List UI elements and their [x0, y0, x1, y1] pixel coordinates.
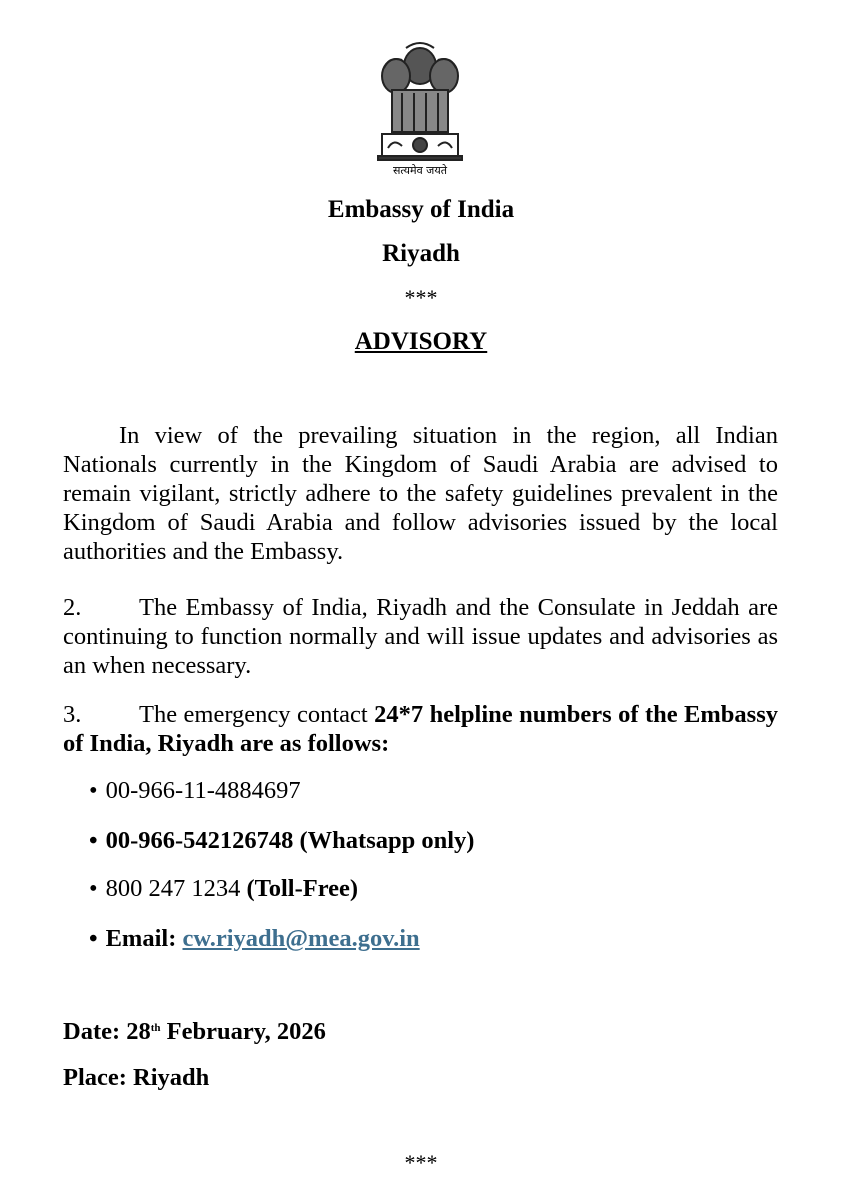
tollfree-number: 800 247 1234 [105, 875, 247, 902]
date-label: Date: 28 [63, 1018, 151, 1045]
paragraph-2-text: The Embassy of India, Riyadh and the Consulate in Jeddah are continuing to function normally and will issue updates and advisories as an when necessary. [63, 594, 778, 679]
date-suffix: th [150, 1022, 161, 1034]
phone-number: 00-966-11-4884697 [105, 777, 301, 804]
place-line: Place: Riyadh [63, 1064, 210, 1091]
date-rest: February, 2026 [160, 1018, 326, 1045]
email-label: Email: [105, 925, 183, 952]
list-item [89, 874, 358, 903]
separator-top: *** [404, 285, 438, 310]
lion-capital-icon [370, 38, 470, 168]
date-line [63, 1017, 326, 1046]
email-link[interactable]: cw.riyadh@mea.gov.in [182, 925, 420, 952]
bullet-icon: • [89, 777, 98, 804]
paragraph-3-bold: 24*7 helpline numbers of the Embassy of India, Riyadh are as follows: [63, 701, 778, 757]
paragraph-1: In view of the prevailing situation in the region, all Indian Nationals currently in the Kingdom of Saudi Arabia are advised to remain vigilant, strictly adhere to the safety guidelines prevalent in the Kingdom of Saudi Arabia and follow advisories issued by the local authorities and the Embassy. [63, 422, 778, 565]
bullet-icon: • [89, 875, 98, 902]
city-title: Riyadh [382, 240, 460, 267]
paragraph-3-number: 3. [63, 701, 82, 728]
paragraph-3 [63, 700, 778, 758]
emblem-motto: सत्यमेव जयते [392, 164, 447, 177]
org-title: Embassy of India [327, 196, 515, 223]
national-emblem-icon [370, 38, 470, 178]
list-item [89, 924, 420, 953]
paragraph-2 [63, 593, 778, 680]
list-item [89, 776, 301, 805]
paragraph-2-number: 2. [63, 594, 82, 621]
tollfree-label: (Toll-Free) [246, 875, 359, 902]
whatsapp-number: 00-966-542126748 (Whatsapp only) [105, 827, 475, 854]
separator-bottom: *** [404, 1150, 438, 1175]
advisory-heading: ADVISORY [354, 328, 488, 355]
bullet-icon: • [89, 827, 98, 854]
list-item [89, 826, 474, 855]
bullet-icon: • [89, 925, 98, 952]
paragraph-3-text: The emergency contact [139, 701, 375, 728]
